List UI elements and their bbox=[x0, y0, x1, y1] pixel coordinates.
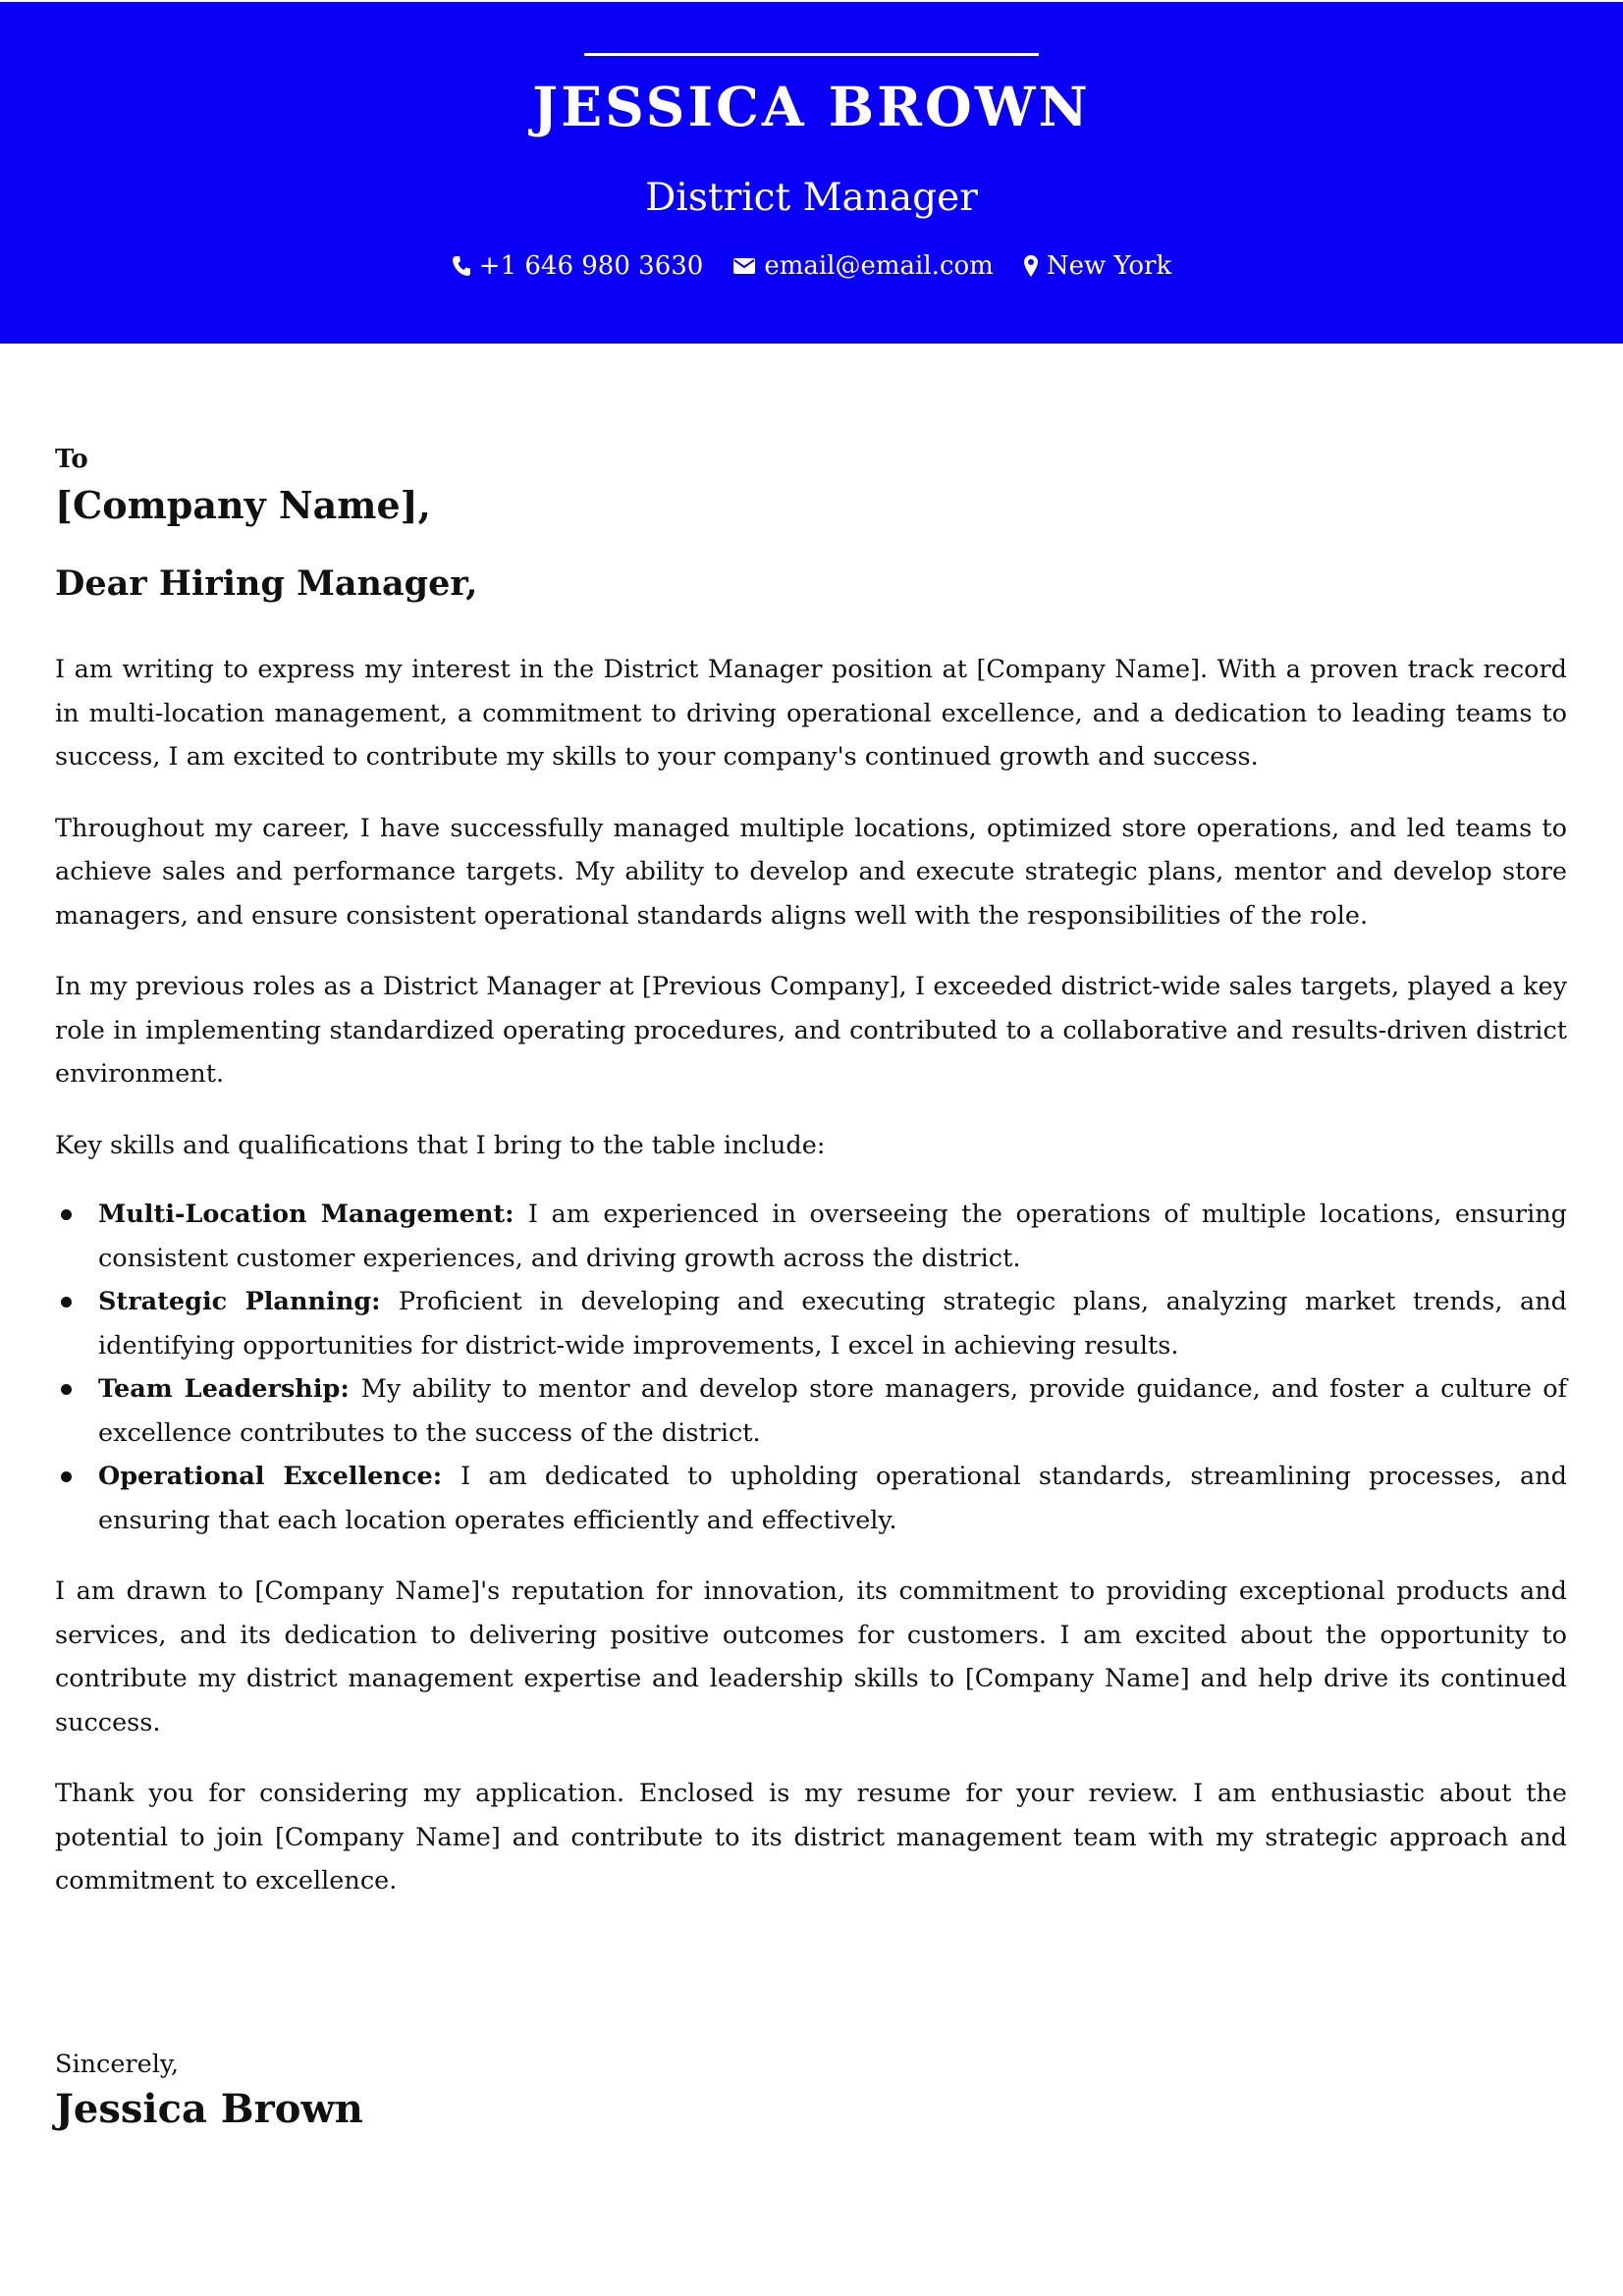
recipient-company: [Company Name], bbox=[55, 483, 431, 527]
skill-description: I am experienced in overseeing the operations of multiple locations, ensuring consistent customer experiences, and driving growth across the district. bbox=[98, 1200, 1567, 1273]
skill-item bbox=[55, 1280, 1567, 1367]
skill-title: Multi-Location Management: bbox=[98, 1200, 528, 1229]
phone-number: +1 646 980 3630 bbox=[478, 251, 704, 281]
closing-phrase: Sincerely, bbox=[55, 2049, 179, 2079]
skill-title: Strategic Planning: bbox=[98, 1287, 399, 1316]
letter-body bbox=[55, 442, 1567, 2135]
bullet-icon bbox=[61, 1209, 72, 1220]
skill-item bbox=[55, 1193, 1567, 1280]
email-address: email@email.com bbox=[764, 251, 994, 281]
salutation: Dear Hiring Manager, bbox=[55, 563, 478, 604]
skill-description: Proficient in developing and executing strategic plans, analyzing market trends, and identifying opportunities for district-wide improvements, I excel in achieving results. bbox=[98, 1287, 1567, 1361]
location-text: New York bbox=[1046, 251, 1172, 281]
skill-description: My ability to mentor and develop store managers, provide guidance, and foster a culture of excellence contributes to the success of the district. bbox=[98, 1374, 1567, 1448]
skill-item bbox=[55, 1367, 1567, 1455]
skill-title: Team Leadership: bbox=[98, 1374, 361, 1404]
paragraph-skills-intro: Key skills and qualifications that I bring to the table include: bbox=[55, 1130, 826, 1160]
paragraph-company-interest: I am drawn to [Company Name]'s reputation for innovation, its commitment to providing exceptional products and services, and its dedication to delivering positive outcomes for customers. I am excited about the opportunity to contribute my district management expertise and leadership skills to [Company Name] and help drive its continued success. bbox=[55, 1576, 1567, 1737]
skill-description: I am dedicated to upholding operational standards, streamlining processes, and ensuring that each location operates efficiently and effectively. bbox=[98, 1462, 1567, 1535]
paragraph-career: Throughout my career, I have successfully managed multiple locations, optimized store operations, and led teams to achieve sales and performance targets. My ability to develop and execute strategic plans, mentor and develop store managers, and ensure consistent operational standards aligns well with the responsibilities of the role. bbox=[55, 813, 1567, 931]
envelope-icon bbox=[732, 256, 756, 276]
header-banner bbox=[0, 2, 1623, 344]
contact-location bbox=[1023, 249, 1171, 283]
paragraph-previous-role: In my previous roles as a District Manager at [Previous Company], I exceeded district-wide sales targets, played a key role in implementing standardized operating procedures, and contributed to a collaborative and results-driven district environment. bbox=[55, 972, 1567, 1089]
header-divider bbox=[584, 53, 1039, 56]
contact-email bbox=[732, 249, 993, 283]
bullet-icon bbox=[61, 1297, 72, 1308]
map-marker-icon bbox=[1023, 254, 1039, 278]
signature-name: Jessica Brown bbox=[55, 2085, 363, 2132]
applicant-name: JESSICA BROWN bbox=[532, 75, 1091, 138]
paragraph-thank-you: Thank you for considering my application. Enclosed is my resume for your review. I am enthusiastic about the potential to join [Company Name] and contribute to its district management team with my strategic approach and commitment to excellence. bbox=[55, 1779, 1567, 1896]
recipient-label: To bbox=[55, 445, 88, 474]
paragraph-intro: I am writing to express my interest in the District Manager position at [Company Name]. With a proven track record in multi-location management, a commitment to driving operational excellence, and a dedication to leading teams to success, I am excited to contribute my skills to your company's continued growth and success. bbox=[55, 655, 1567, 772]
skill-title: Operational Excellence: bbox=[98, 1462, 461, 1491]
skills-list bbox=[55, 1193, 1567, 1542]
skill-item bbox=[55, 1455, 1567, 1542]
phone-icon bbox=[452, 255, 471, 277]
job-title: District Manager bbox=[645, 176, 978, 220]
contact-info bbox=[0, 249, 1623, 283]
bullet-icon bbox=[61, 1384, 72, 1395]
contact-phone bbox=[452, 249, 704, 283]
bullet-icon bbox=[61, 1471, 72, 1482]
